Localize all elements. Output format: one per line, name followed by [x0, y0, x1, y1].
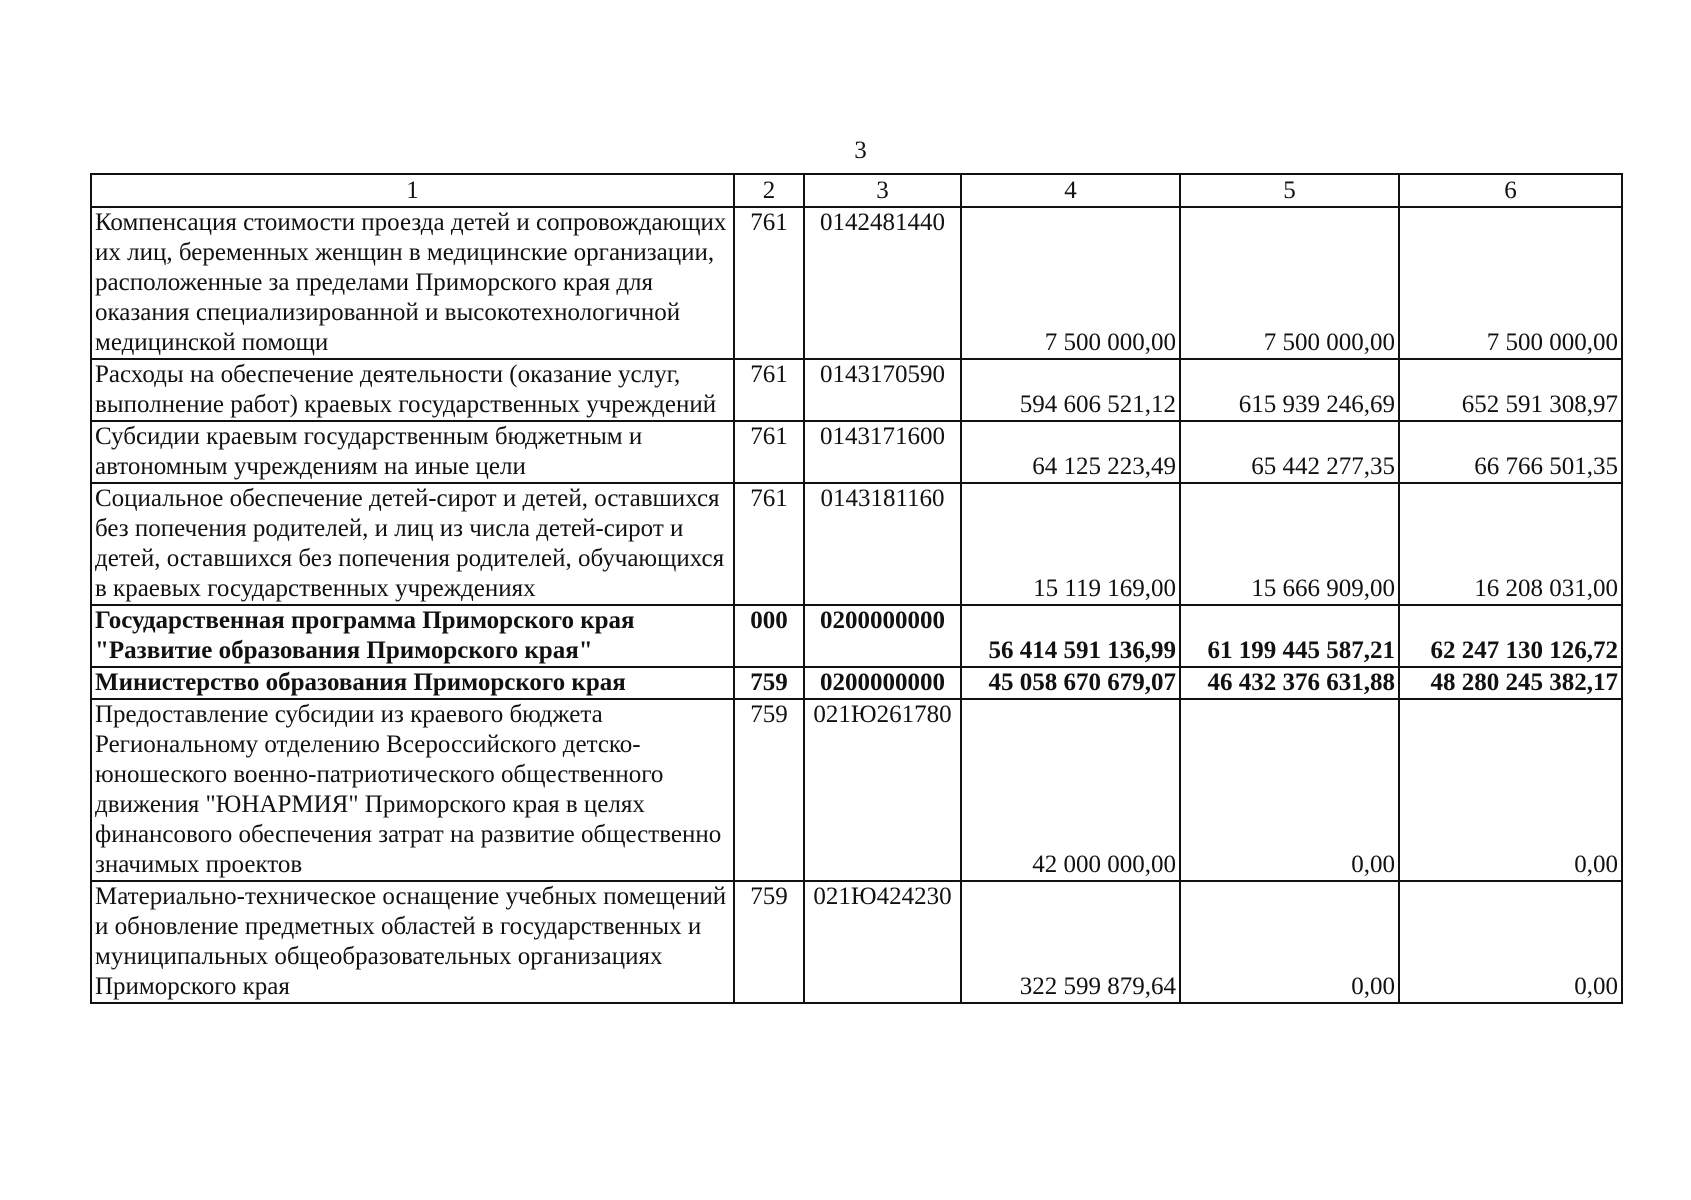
- table-row: [91, 667, 1622, 699]
- table-row: [91, 881, 1622, 1003]
- amount-col-6: 7 500 000,00: [1399, 207, 1622, 359]
- table-row: [91, 421, 1622, 483]
- amount-col-4: 64 125 223,49: [961, 421, 1180, 483]
- amount-col-4: 42 000 000,00: [961, 699, 1180, 881]
- target-code: 0200000000: [804, 667, 961, 699]
- amount-col-4: 594 606 521,12: [961, 359, 1180, 421]
- amount-col-6: 0,00: [1399, 881, 1622, 1003]
- budget-table: [90, 173, 1623, 1004]
- amount-col-4: 15 119 169,00: [961, 483, 1180, 605]
- column-header: 5: [1180, 174, 1399, 207]
- grbs-code: 759: [734, 699, 804, 881]
- amount-col-5: 61 199 445 587,21: [1180, 605, 1399, 667]
- expense-name: Материально-техническое оснащение учебных помещений и обновление предметных областей в государственных и муниципальных общеобразовательных организациях Приморского края: [91, 881, 734, 1003]
- amount-col-4: 45 058 670 679,07: [961, 667, 1180, 699]
- column-header: 2: [734, 174, 804, 207]
- grbs-code: 761: [734, 359, 804, 421]
- amount-col-5: 15 666 909,00: [1180, 483, 1399, 605]
- amount-col-5: 7 500 000,00: [1180, 207, 1399, 359]
- amount-col-5: 46 432 376 631,88: [1180, 667, 1399, 699]
- amount-col-6: 16 208 031,00: [1399, 483, 1622, 605]
- expense-name: Субсидии краевым государственным бюджетным и автономным учреждениям на иные цели: [91, 421, 734, 483]
- target-code: 0143170590: [804, 359, 961, 421]
- amount-col-6: 652 591 308,97: [1399, 359, 1622, 421]
- target-code: 0143181160: [804, 483, 961, 605]
- grbs-code: 761: [734, 207, 804, 359]
- amount-col-5: 0,00: [1180, 699, 1399, 881]
- target-code: 0143171600: [804, 421, 961, 483]
- column-header: 4: [961, 174, 1180, 207]
- table-row: [91, 359, 1622, 421]
- grbs-code: 759: [734, 881, 804, 1003]
- amount-col-5: 0,00: [1180, 881, 1399, 1003]
- page-number: 3: [854, 137, 867, 164]
- column-header: 6: [1399, 174, 1622, 207]
- amount-col-6: 0,00: [1399, 699, 1622, 881]
- amount-col-6: 62 247 130 126,72: [1399, 605, 1622, 667]
- table-row: [91, 207, 1622, 359]
- target-code: 0142481440: [804, 207, 961, 359]
- expense-name: Министерство образования Приморского края: [91, 667, 734, 699]
- table-row: [91, 699, 1622, 881]
- table-row: [91, 605, 1622, 667]
- grbs-code: 759: [734, 667, 804, 699]
- target-code: 021Ю261780: [804, 699, 961, 881]
- grbs-code: 000: [734, 605, 804, 667]
- expense-name: Предоставление субсидии из краевого бюджета Региональному отделению Всероссийского детско-юношеского военно-патриотического общественного движения "ЮНАРМИЯ" Приморского края в целях финансового обеспечения затрат на развитие общественно значимых проектов: [91, 699, 734, 881]
- expense-name: Государственная программа Приморского края "Развитие образования Приморского края": [91, 605, 734, 667]
- amount-col-6: 48 280 245 382,17: [1399, 667, 1622, 699]
- amount-col-5: 615 939 246,69: [1180, 359, 1399, 421]
- expense-name: Компенсация стоимости проезда детей и сопровождающих их лиц, беременных женщин в медицинские организации, расположенные за пределами Приморского края для оказания специализированной и высокотехнологичной медицинской помощи: [91, 207, 734, 359]
- amount-col-4: 7 500 000,00: [961, 207, 1180, 359]
- amount-col-6: 66 766 501,35: [1399, 421, 1622, 483]
- grbs-code: 761: [734, 483, 804, 605]
- table-row: [91, 483, 1622, 605]
- amount-col-4: 56 414 591 136,99: [961, 605, 1180, 667]
- grbs-code: 761: [734, 421, 804, 483]
- amount-col-5: 65 442 277,35: [1180, 421, 1399, 483]
- expense-name: Социальное обеспечение детей-сирот и детей, оставшихся без попечения родителей, и лиц из числа детей-сирот и детей, оставшихся без попечения родителей, обучающихся в краевых государственных учреждениях: [91, 483, 734, 605]
- column-header: 1: [91, 174, 734, 207]
- target-code: 021Ю424230: [804, 881, 961, 1003]
- column-header: 3: [804, 174, 961, 207]
- target-code: 0200000000: [804, 605, 961, 667]
- table-header-row: [91, 174, 1622, 207]
- amount-col-4: 322 599 879,64: [961, 881, 1180, 1003]
- expense-name: Расходы на обеспечение деятельности (оказание услуг, выполнение работ) краевых государственных учреждений: [91, 359, 734, 421]
